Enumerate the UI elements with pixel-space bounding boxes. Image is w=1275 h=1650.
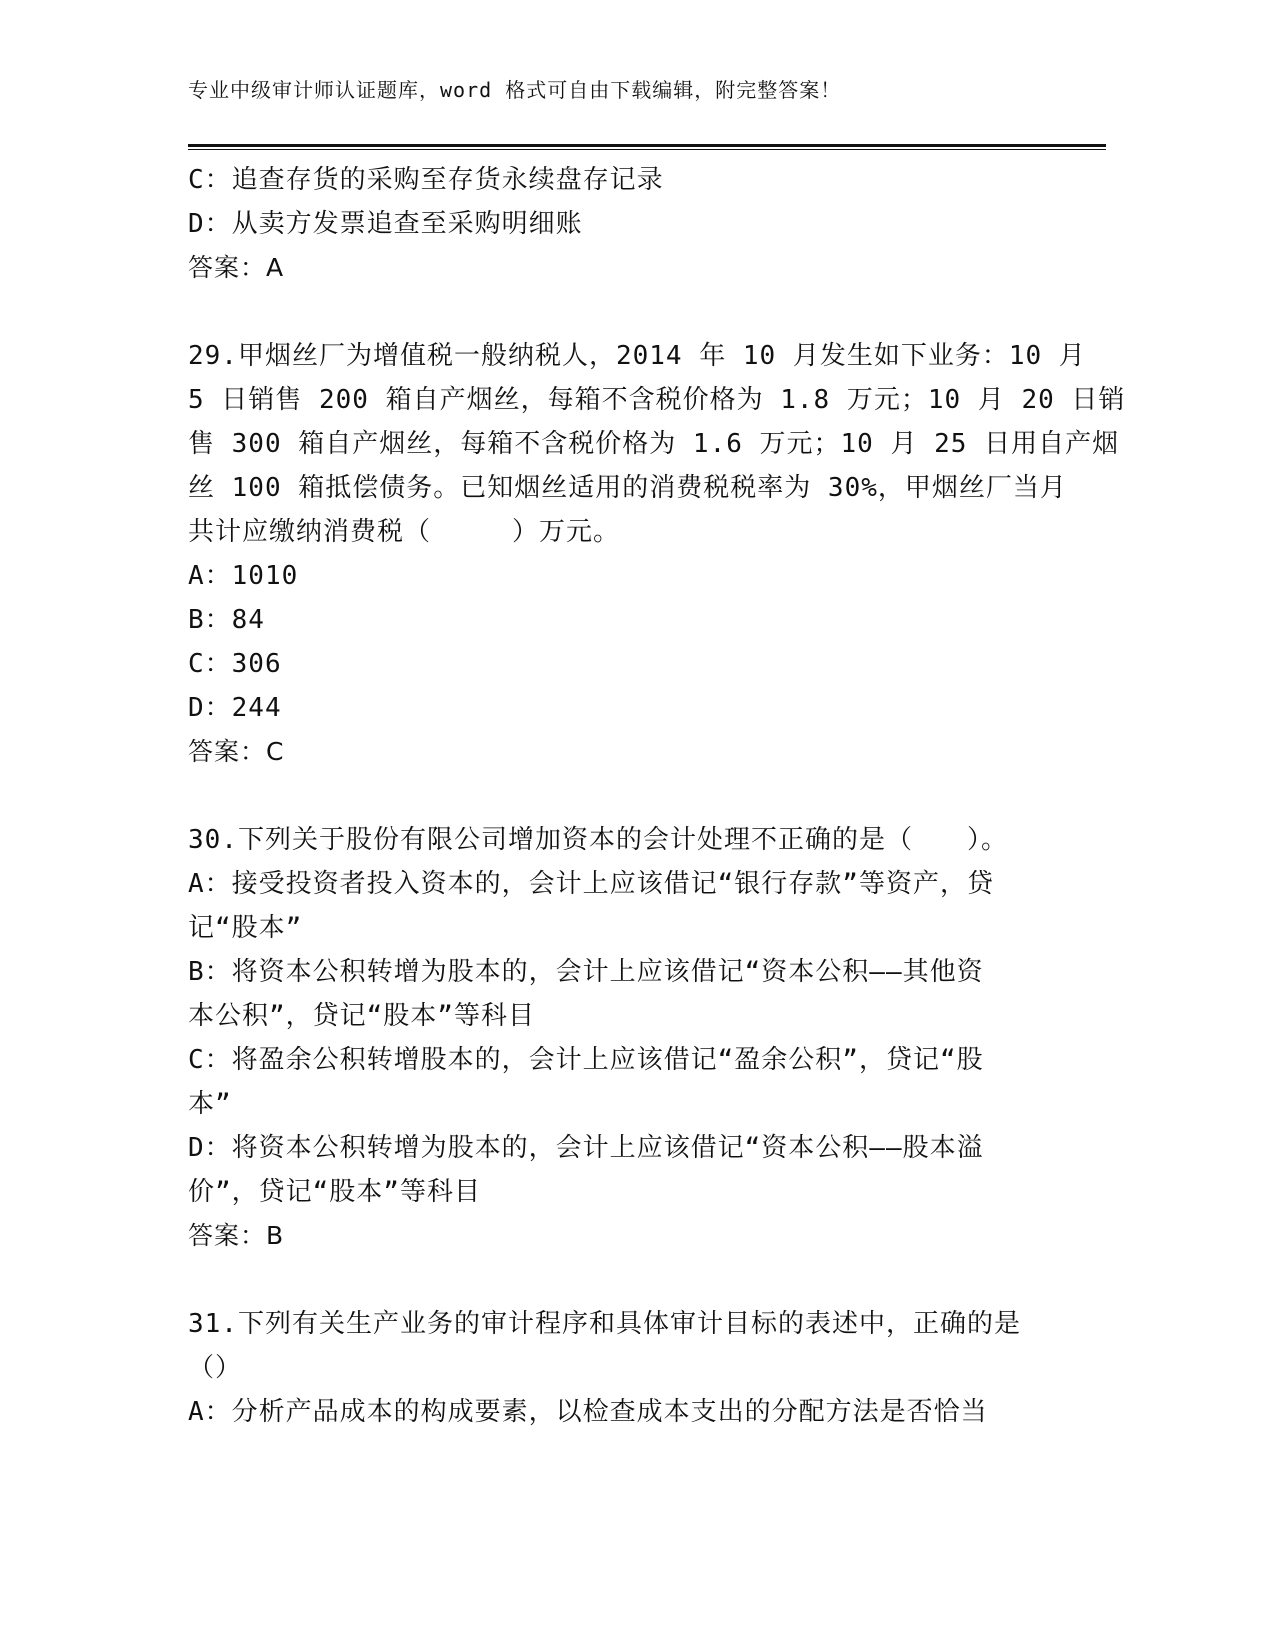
spacer (188, 774, 1088, 818)
question-stem-line: 5 日销售 200 箱自产烟丝，每箱不含税价格为 1.8 万元；10 月 20 日销 (188, 385, 1126, 415)
question-stem-line: 30.下列关于股份有限公司增加资本的会计处理不正确的是（ ）。 (188, 825, 1008, 855)
question-stem-line: 29.甲烟丝厂为增值税一般纳税人，2014 年 10 月发生如下业务：10 月 (188, 341, 1086, 371)
option-b-line: 本公积”，贷记“股本”等科目 (188, 1001, 535, 1031)
option-c: C：306 (188, 649, 282, 679)
question-30 (188, 818, 1088, 1258)
question-stem-line: 31.下列有关生产业务的审计程序和具体审计目标的表述中，正确的是 (188, 1309, 1021, 1339)
question-28-tail (188, 158, 1088, 290)
spacer (188, 1258, 1088, 1302)
option-a-line: 记“股本” (188, 913, 303, 943)
option-b-line: B：将资本公积转增为股本的，会计上应该借记“资本公积——其他资 (188, 957, 984, 987)
question-stem-line: 售 300 箱自产烟丝，每箱不含税价格为 1.6 万元；10 月 25 日用自产烟 (188, 429, 1120, 459)
option-a: A：1010 (188, 561, 299, 591)
option-d: D：244 (188, 693, 282, 723)
option-a: A：分析产品成本的构成要素，以检查成本支出的分配方法是否恰当 (188, 1397, 988, 1427)
page-header: 专业中级审计师认证题库，word 格式可自由下载编辑，附完整答案！ (188, 78, 842, 102)
option-c: C：追查存货的采购至存货永续盘存记录 (188, 165, 664, 195)
spacer (188, 290, 1088, 334)
option-c-line: 本” (188, 1089, 232, 1119)
option-c-line: C：将盈余公积转增股本的，会计上应该借记“盈余公积”，贷记“股 (188, 1045, 984, 1075)
question-stem-line: 共计应缴纳消费税（ ）万元。 (188, 517, 621, 547)
option-b: B：84 (188, 605, 265, 635)
answer: 答案：B (188, 1221, 285, 1250)
answer: 答案：C (188, 737, 285, 766)
question-29 (188, 334, 1126, 774)
header-rule-thin (188, 149, 1106, 150)
question-stem-line: 丝 100 箱抵偿债务。已知烟丝适用的消费税税率为 30%，甲烟丝厂当月 (188, 473, 1067, 503)
option-d: D：从卖方发票追查至采购明细账 (188, 209, 583, 239)
page-content (188, 158, 1126, 1434)
option-d-line: 价”，贷记“股本”等科目 (188, 1177, 481, 1207)
question-31 (188, 1302, 1088, 1434)
question-stem-line: （） (188, 1353, 243, 1383)
option-a-line: A：接受投资者投入资本的，会计上应该借记“银行存款”等资产，贷 (188, 869, 994, 899)
option-d-line: D：将资本公积转增为股本的，会计上应该借记“资本公积——股本溢 (188, 1133, 984, 1163)
header-rule-thick (188, 144, 1106, 147)
answer: 答案：A (188, 253, 285, 282)
